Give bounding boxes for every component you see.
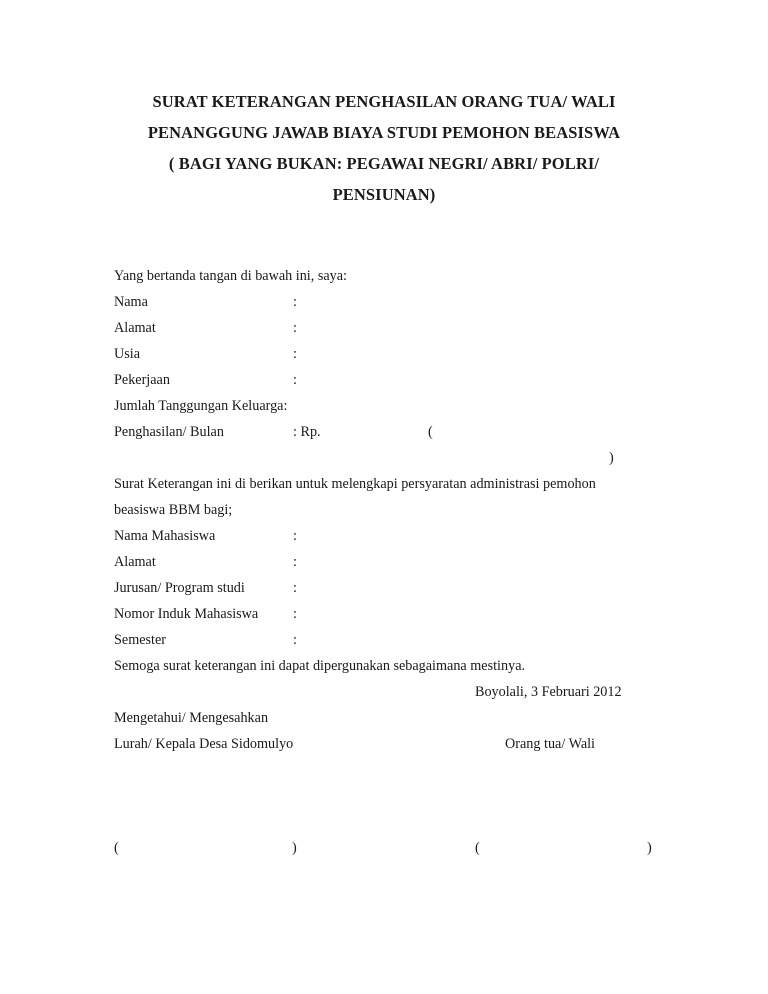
intro-text: Yang bertanda tangan di bawah ini, saya: bbox=[114, 268, 347, 284]
income-close-paren: ) bbox=[609, 450, 614, 466]
field-label-usia: Usia bbox=[114, 346, 141, 362]
field-separator: : bbox=[293, 606, 297, 622]
field-label-alamat: Alamat bbox=[114, 320, 156, 336]
purpose-text-line-1: Surat Keterangan ini di berikan untuk melengkapi persyaratan administrasi pemohon bbox=[114, 476, 596, 492]
signature-left-close-paren: ) bbox=[292, 840, 297, 856]
document-title-line-2: PENANGGUNG JAWAB BIAYA STUDI PEMOHON BEASISWA bbox=[147, 123, 621, 142]
field-separator-rp: : Rp. bbox=[293, 424, 321, 440]
field-label-jurusan: Jurusan/ Program studi bbox=[114, 580, 245, 596]
field-label-nama-mahasiswa: Nama Mahasiswa bbox=[114, 528, 216, 544]
field-separator: : bbox=[293, 632, 297, 648]
field-label-penghasilan: Penghasilan/ Bulan bbox=[114, 424, 224, 440]
income-open-paren: ( bbox=[428, 424, 433, 440]
signer-right-title: Orang tua/ Wali bbox=[505, 736, 596, 752]
signature-left-open-paren: ( bbox=[114, 840, 119, 856]
place-date: Boyolali, 3 Februari 2012 bbox=[475, 684, 622, 700]
field-label-nim: Nomor Induk Mahasiswa bbox=[114, 606, 259, 622]
field-label-alamat-mahasiswa: Alamat bbox=[114, 554, 156, 570]
field-label-nama: Nama bbox=[114, 294, 148, 310]
field-separator: : bbox=[293, 580, 297, 596]
field-separator: : bbox=[293, 320, 297, 336]
field-separator: : bbox=[293, 372, 297, 388]
field-separator: : bbox=[293, 346, 297, 362]
signature-right-close-paren: ) bbox=[647, 840, 652, 856]
field-label-jumlah-tanggungan: Jumlah Tanggungan Keluarga: bbox=[114, 398, 288, 414]
field-separator: : bbox=[293, 554, 297, 570]
signature-right-open-paren: ( bbox=[475, 840, 480, 856]
document-title-line-3: ( BAGI YANG BUKAN: PEGAWAI NEGRI/ ABRI/ POLRI/ bbox=[168, 154, 600, 173]
signer-left-title: Lurah/ Kepala Desa Sidomulyo bbox=[114, 736, 294, 752]
acknowledge-text: Mengetahui/ Mengesahkan bbox=[114, 710, 269, 726]
field-separator: : bbox=[293, 294, 297, 310]
field-separator: : bbox=[293, 528, 297, 544]
field-label-pekerjaan: Pekerjaan bbox=[114, 372, 170, 388]
closing-text: Semoga surat keterangan ini dapat dipergunakan sebagaimana mestinya. bbox=[114, 658, 526, 674]
document-title-line-4: PENSIUNAN) bbox=[332, 185, 436, 204]
field-label-semester: Semester bbox=[114, 632, 167, 648]
purpose-text-line-2: beasiswa BBM bagi; bbox=[114, 502, 233, 518]
document-title-line-1: SURAT KETERANGAN PENGHASILAN ORANG TUA/ WALI bbox=[152, 92, 616, 111]
